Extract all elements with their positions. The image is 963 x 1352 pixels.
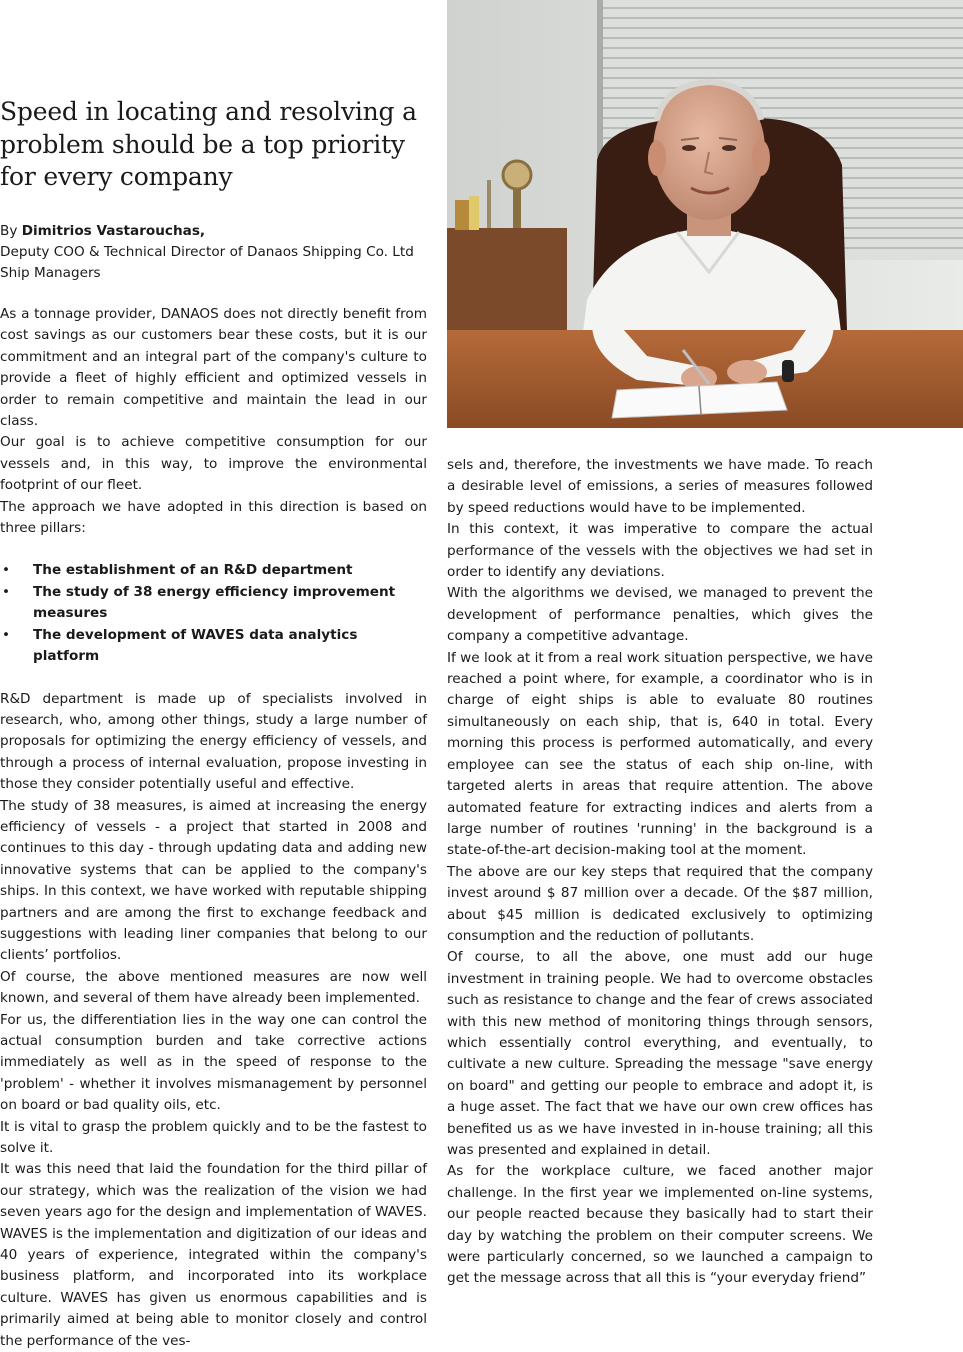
article-headline: Speed in locating and resolving a problem should be a top priority for every company	[0, 97, 417, 191]
bullet-icon: •	[2, 626, 11, 643]
body-paragraph: R&D department is made up of specialists involved in research, who, among other things, study a large number of proposals for optimizing the energy efficiency of vessels, and through a process of internal evaluation, propose investing in those they consider potentially useful and effective.	[0, 690, 427, 793]
bullet-icon: •	[2, 583, 11, 600]
intro-paragraph: The approach we have adopted in this direction is based on three pillars:	[0, 498, 427, 537]
byline	[0, 221, 427, 285]
list-item: • The study of 38 energy efficiency improvement measures	[2, 583, 396, 622]
body-paragraph: If we look at it from a real work situation perspective, we have reached a point where, for example, a coordinator who is in charge of eight ships is able to evaluate 80 routines simultaneously on each ship, that is, 640 in total. Every morning this process is performed automatically, and every employee can see the status of each ship on-line, with targeted alerts in areas that require attention. The above automated feature for extracting indices and alerts from a large number of routines 'running' in the background is a state-of-the-art decision-making tool at the moment.	[447, 649, 873, 859]
body-paragraph: As for the workplace culture, we faced another major challenge. In the first year we implemented on-line systems, our people reacted because they basically had to start their day by watching the problem on their computer screens. We were particularly concerned, so we launched a campaign to get the message across that all this is “your everyday friend”	[447, 1163, 873, 1287]
body-paragraph: The study of 38 measures, is aimed at increasing the energy efficiency of vessels - a project that started in 2008 and continues to this day - through updating data and adding new innovative systems that can be applied to the company's ships. In this context, we have worked with reputable shipping partners and are among the first to exchange feedback and suggestions with leading liner companies that belong to our clients’ portfolios.	[0, 797, 427, 964]
list-item: • The development of WAVES data analytics platform	[2, 626, 358, 665]
body-paragraph: Of course, to all the above, one must add our huge investment in training people. We had to overcome obstacles such as resistance to change and the fear of crews associated with this new method of monitoring things through sensors, which essentially control everything, and eventually, to cultivate a new culture. Spreading the message "save energy on board" and getting our people to embrace and adopt it, is a huge asset. The fact that we have our own crew offices has benefited us as we have invested in in-house training; all this was presented and explained in detail.	[447, 949, 873, 1158]
body-paragraph: For us, the differentiation lies in the way one can control the actual consumption burden and take corrective actions immediately as well as in the speed of response to the 'problem' - whether it involves mismanagement by personnel on board or bad quality oils, etc.	[0, 1011, 427, 1114]
author-name: Dimitrios Vastarouchas,	[21, 223, 206, 239]
left-column	[0, 304, 427, 1352]
right-column	[447, 455, 873, 1290]
byline-prefix: By	[0, 223, 22, 239]
body-paragraph: It is vital to grasp the problem quickly and to be the fastest to solve it.	[0, 1118, 427, 1157]
body-paragraph: It was this need that laid the foundation for the third pillar of our strategy, which was the realization of the vision we had seven years ago for the design and implementation of WAVES. WAVES is the implementation and digitization of our ideas and 40 years of experience, integrated within the company's business platform, and incorporated into its workplace culture. WAVES has given us enormous capabilities and is primarily aimed at being able to monitor closely and control the performance of the ves-	[0, 1161, 427, 1349]
author-title: Deputy COO & Technical Director of Danaos Shipping Co. Ltd Ship Managers	[0, 244, 414, 282]
body-paragraph: The above are our key steps that required that the company invest around $ 87 million over a decade. Of the $87 million, about $45 million is dedicated exclusively to optimizing consumption and the reduction of pollutants.	[447, 863, 873, 944]
body-paragraph: In this context, it was imperative to compare the actual performance of the vessels with the objectives we had set in order to identify any deviations.	[447, 521, 873, 581]
bullet-icon: •	[2, 562, 11, 579]
body-paragraph: With the algorithms we devised, we managed to prevent the development of performance penalties, which gives the company a competitive advantage.	[447, 585, 873, 645]
author-photo	[447, 0, 963, 428]
pillars-list	[0, 560, 427, 667]
portrait-photo	[447, 0, 963, 428]
intro-paragraph: As a tonnage provider, DANAOS does not directly benefit from cost savings as our customers bear these costs, but it is our commitment and an integral part of the company's culture to provide a fleet of highly efficient and optimized vessels in order to remain competitive and maintain the lead in our class.	[0, 306, 427, 430]
list-item: • The establishment of an R&D department	[0, 560, 427, 581]
body-paragraph: sels and, therefore, the investments we have made. To reach a desirable level of emissions, a series of measures followed by speed reductions would have to be implemented.	[447, 457, 873, 516]
intro-paragraph: Our goal is to achieve competitive consumption for our vessels and, in this way, to improve the environmental footprint of our fleet.	[0, 434, 427, 494]
body-paragraph: Of course, the above mentioned measures are now well known, and several of them have already been implemented.	[0, 968, 427, 1007]
